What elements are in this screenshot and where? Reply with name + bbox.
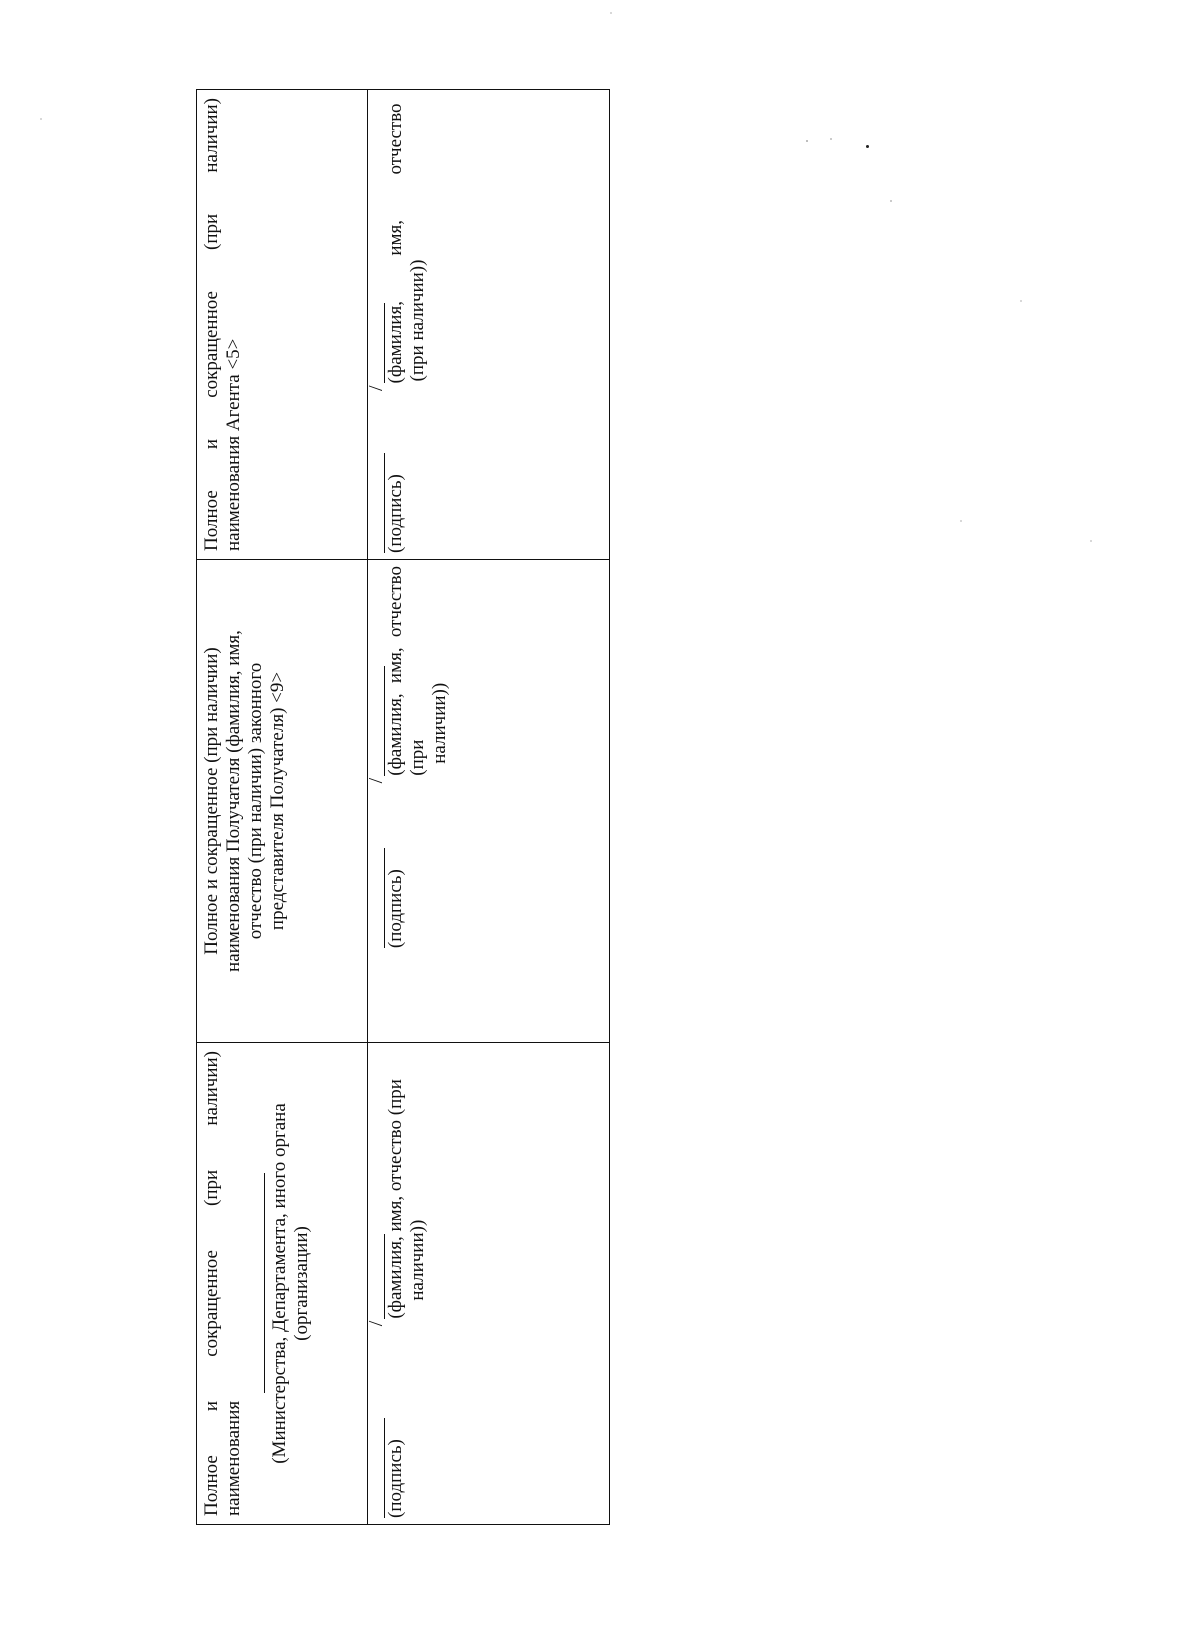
recipient-name-caption-line2: наличии)) [429,682,450,764]
ministry-name-line [368,1234,385,1319]
agent-slash: / [365,385,387,391]
ministry-signature-line [368,1418,385,1518]
signature-table [196,89,610,1525]
agent-name-line [368,303,385,383]
agent-name-caption-line2: (при наличии)) [407,259,428,382]
signature-block [196,90,609,1525]
scan-speck [1090,540,1092,542]
agent-signature-field [368,453,407,553]
ministry-name-blank [263,1174,265,1394]
recipient-signature-field [368,848,407,948]
ministry-signature-field [368,1418,407,1518]
ministry-header-line1: Полное и сокращенное (при наличии) [201,1051,222,1516]
recipient-name-line [368,666,385,776]
scan-speck [40,118,42,120]
agent-name-caption-line1: (фамилия, имя, отчество [385,103,406,384]
agent-signature-caption: (подпись) [385,474,406,553]
ministry-name-caption-line2: наличии)) [407,1219,428,1301]
recipient-signature-line [368,848,385,948]
recipient-slash: / [365,777,387,784]
scan-speck [1020,300,1022,302]
ministry-slash: / [365,1320,387,1327]
recipient-header-line1: Полное и сокращенное (при наличии) [201,647,222,955]
agent-signature-line [368,453,385,553]
scan-speck [806,140,808,142]
table-signature-row [368,90,610,1525]
scan-speck [890,200,892,202]
agent-header-line1: Полное и сокращенное (при наличии) [201,98,222,551]
table-header-row [197,90,368,1525]
recipient-header-line3: отчество (при наличии) законного [245,662,266,940]
ministry-name-field [368,1049,429,1319]
ministry-header-cell [197,1043,368,1525]
recipient-name-field [368,566,451,776]
agent-header-cell [197,90,368,560]
scan-speck [960,520,962,522]
ministry-signature-cell [365,1043,610,1525]
ministry-header-line2: наименования [223,1400,244,1516]
scan-speck [610,12,612,14]
scan-speck [866,145,869,148]
scan-speck [830,138,832,140]
agent-header-line2: наименования Агента <5> [223,338,244,551]
recipient-header-line4: представителя Получателя) <9> [267,671,288,931]
ministry-signature-caption: (подпись) [385,1439,406,1518]
recipient-signature-area [365,566,451,1036]
recipient-signature-cell [365,560,610,1043]
ministry-header-sub: (Министерства, Департамента, иного органа (организации) [269,1103,312,1464]
recipient-header-cell [197,560,368,1043]
ministry-signature-area [365,1049,429,1518]
ministry-name-caption-line1: (фамилия, имя, отчество (при [385,1079,406,1319]
recipient-signature-caption: (подпись) [385,869,406,949]
recipient-name-caption-line1: (фамилия, имя, отчество (при [385,566,428,776]
agent-name-field [368,103,429,383]
recipient-header-line2: наименования Получателя (фамилия, имя, [223,630,244,972]
agent-signature-area [365,96,429,553]
agent-signature-cell [365,90,610,560]
